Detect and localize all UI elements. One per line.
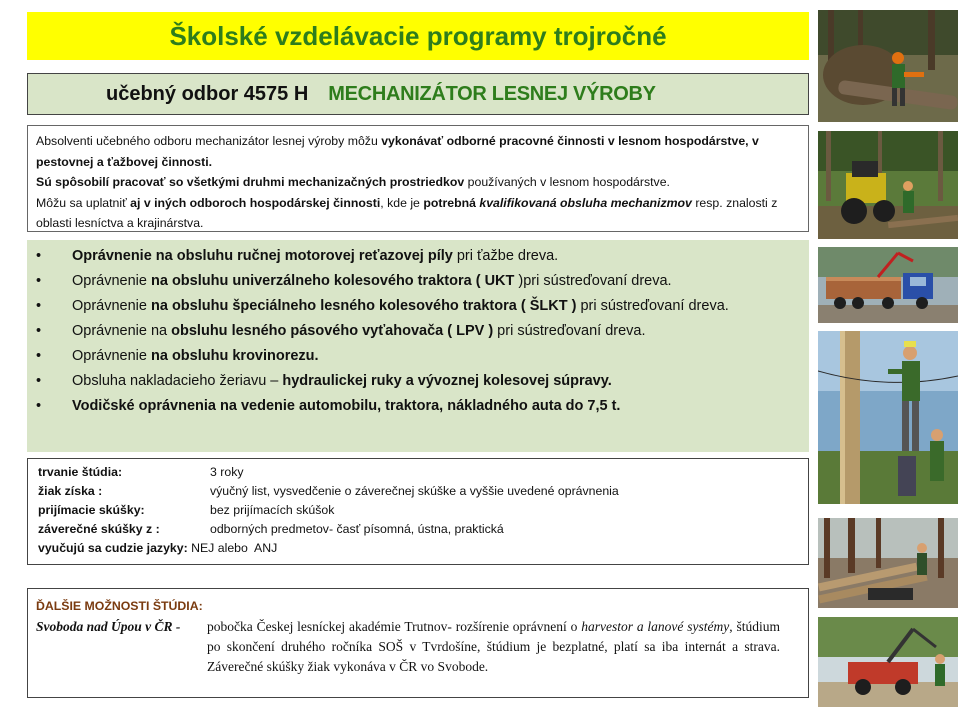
photo-hydraulic-crane	[818, 617, 958, 707]
text-run: Vodičské oprávnenia na vedenie automobilu, traktora, nákladného auta do 7,5 t.	[72, 398, 621, 414]
text-run: pri sústreďovaní dreva.	[576, 298, 729, 314]
study-field-name: MECHANIZÁTOR LESNEJ VÝROBY	[328, 83, 656, 105]
text-run: hydraulickej ruky a vývoznej kolesovej súpravy.	[282, 373, 612, 389]
permission-item	[27, 320, 809, 344]
text-run: obsluhu lesného pásového vyťahovača ( LPV )	[171, 323, 494, 339]
info-label: prijímacie skúšky:	[38, 503, 145, 517]
info-value: odborných predmetov- časť písomná, ústna, praktická	[210, 522, 504, 536]
study-field-code: učebný odbor 4575 H	[106, 83, 309, 105]
text-run: Absolventi učebného odboru mechanizátor lesnej výroby môžu	[36, 134, 382, 148]
text-run: Oprávnenie	[72, 298, 151, 314]
info-row	[38, 482, 798, 501]
text-run: Obsluha nakladacieho žeriavu –	[72, 373, 283, 389]
intro-paragraph	[36, 193, 800, 234]
photo-timber-truck	[818, 247, 958, 323]
further-study-entry	[36, 617, 800, 677]
photo-log-skidding	[818, 518, 958, 608]
text-run: Môžu sa uplatniť	[36, 195, 131, 210]
text-run: , kde je	[380, 195, 424, 210]
permissions-panel	[27, 240, 809, 452]
study-info-box	[27, 458, 809, 565]
text-run: Oprávnenie na	[72, 323, 172, 339]
text-run: Oprávnenie na obsluhu ručnej motorovej reťazovej píly	[72, 248, 453, 264]
text-run: na obsluhu univerzálneho kolesového traktora ( UKT	[151, 273, 519, 289]
intro-box	[27, 125, 809, 232]
text-run: harvestor a lanové systémy	[581, 619, 730, 634]
info-row	[38, 539, 798, 558]
text-run: Oprávnenie	[72, 273, 151, 289]
text-run: na obsluhu špeciálneho lesného kolesového traktora ( ŠLKT )	[151, 298, 577, 314]
permission-item	[27, 345, 809, 369]
text-run: Oprávnenie	[72, 348, 151, 364]
permission-item	[27, 270, 809, 294]
info-row	[38, 463, 798, 482]
permission-item	[27, 370, 809, 394]
info-row	[38, 501, 798, 520]
info-value: výučný list, vysvedčenie o záverečnej skúške a vyššie uvedené oprávnenia	[210, 484, 619, 498]
info-value: NEJ alebo ANJ	[187, 541, 278, 555]
page-title: Školské vzdelávacie programy trojročné	[27, 12, 809, 60]
permission-item	[27, 395, 809, 419]
info-row	[38, 520, 798, 539]
text-run: , štúdium po skončení druhého ročníka SOŠ v Tvrdošíne, štúdium je bezplatné, platí sa iba internát a strava. Záverečné skúšky žiak vykonáva v ČR vo Svobode.	[207, 619, 780, 674]
photo-pole-climbing	[818, 331, 958, 504]
text-run: )pri sústreďovaní dreva.	[518, 273, 672, 289]
text-run: pri sústreďovaní dreva.	[493, 323, 646, 339]
further-study-text	[207, 617, 800, 677]
photo-chainsaw-felling	[818, 10, 958, 122]
further-study-location: Svoboda nad Úpou v ČR -	[36, 619, 181, 634]
text-run: používaných v lesnom hospodárstve.	[464, 175, 670, 190]
info-label: trvanie štúdia:	[38, 465, 123, 479]
text-run: potrebná	[423, 195, 480, 210]
photo-forestry-tractor	[818, 131, 958, 239]
info-value: bez prijímacích skúšok	[210, 503, 335, 517]
text-run: resp. znalosti z oblasti lesníctva a krajinárstva.	[36, 195, 778, 231]
text-run: kvalifikovaná obsluha mechanizmov	[479, 195, 692, 210]
text-run: vykonávať odborné pracovné činnosti v lesnom hospodárstve, v pestovnej a ťažbovej činnosti.	[36, 134, 759, 169]
permission-item	[27, 245, 809, 269]
intro-paragraph	[36, 131, 800, 172]
text-run: Sú spôsobilí pracovať so všetkými druhmi mechanizačných prostriedkov	[36, 175, 465, 190]
further-study-box	[27, 588, 809, 698]
info-label: záverečné skúšky z :	[38, 522, 160, 536]
permission-item	[27, 295, 809, 319]
permissions-list	[27, 240, 809, 419]
intro-paragraph	[36, 172, 800, 193]
text-run: na obsluhu krovinorezu.	[151, 348, 319, 364]
text-run: pri ťažbe dreva.	[452, 248, 559, 264]
info-label: žiak získa :	[38, 484, 103, 498]
text-run: aj v iných odboroch hospodárskej činnosti	[130, 195, 381, 210]
subtitle-banner	[27, 73, 809, 115]
text-run: pobočka Českej lesníckej akadémie Trutnov- rozšírenie oprávnení o	[207, 619, 582, 634]
info-label: vyučujú sa cudzie jazyky:	[38, 541, 188, 555]
info-value: 3 roky	[210, 465, 244, 479]
further-study-heading: ĎALŠIE MOŽNOSTI ŠTÚDIA:	[36, 599, 203, 613]
